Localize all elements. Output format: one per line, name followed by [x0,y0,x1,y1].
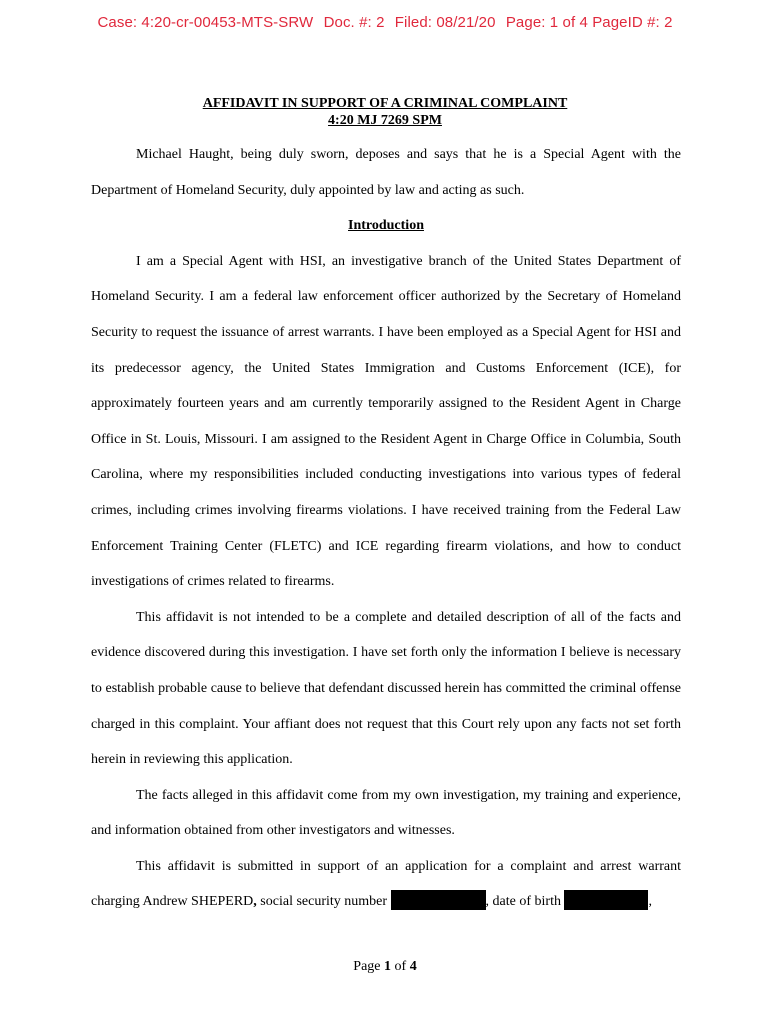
purpose-text-4: , [648,894,652,910]
court-filing-header [0,14,770,31]
page-id: Page: 1 of 4 PageID #: 2 [505,14,673,31]
paragraph-agent-background: I am a Special Agent with HSI, an investigative branch of the United States Department of Homeland Security. I am a federal law enforcement officer authorized by the Secretary of Homeland Security to request the issuance of arrest warrants. I have been employed as a Special Agent for HSI and its predecessor agency, the United States Immigration and Customs Enforcement (ICE), for approximately fourteen years and am currently temporarily assigned to the Resident Agent in Charge Office in St. Louis, Missouri. I am assigned to the Resident Agent in Charge Office in Columbia, South Carolina, where my responsibilities included conducting investigations into various types of federal crimes, including crimes involving firearms violations. I have received training from the Federal Law Enforcement Training Center (FLETC) and ICE regarding firearm violations, and how to conduct investigations of crimes related to firearms. [91,253,681,590]
filed-date: Filed: 08/21/20 [394,14,496,31]
redaction-ssn [391,890,486,910]
document-title [0,95,770,129]
paragraph-scope: This affidavit is not intended to be a complete and detailed description of all of the facts and evidence discovered during this investigation. I have set forth only the information I believe is necessary to establish probable cause to believe that defendant discussed herein has committed the criminal offense charged in this complaint. Your affiant does not request that this Court rely upon any facts not set forth herein in reviewing this application. [91,609,681,768]
document-body [91,137,681,920]
page-footer [0,959,770,975]
footer-prefix: Page [353,959,385,974]
footer-total-pages: 4 [409,959,417,974]
paragraph-sources: The facts alleged in this affidavit come from my own investigation, my training and experience, and information obtained from other investigators and witnesses. [91,787,681,839]
title-line-2: 4:20 MJ 7269 SPM [328,113,442,128]
purpose-comma: , [253,894,257,910]
paragraph-purpose [91,849,681,920]
redaction-dob [564,890,648,910]
purpose-text-1: This affidavit is submitted in support of an application for a complaint and arrest warrant charging Andrew SHEPERD [91,858,681,910]
doc-number: Doc. #: 2 [323,14,385,31]
case-number: Case: 4:20-cr-00453-MTS-SRW [97,14,314,31]
section-heading-introduction: Introduction [348,218,424,234]
paragraph-oath: Michael Haught, being duly sworn, deposes and says that he is a Special Agent with the Department of Homeland Security, duly appointed by law and acting as such. [91,147,681,198]
purpose-text-3: , date of birth [485,894,565,910]
purpose-text-2: social security number [256,894,391,910]
footer-current-page: 1 [384,959,392,974]
title-line-1: AFFIDAVIT IN SUPPORT OF A CRIMINAL COMPLAINT [202,96,568,111]
footer-middle: of [391,959,410,974]
